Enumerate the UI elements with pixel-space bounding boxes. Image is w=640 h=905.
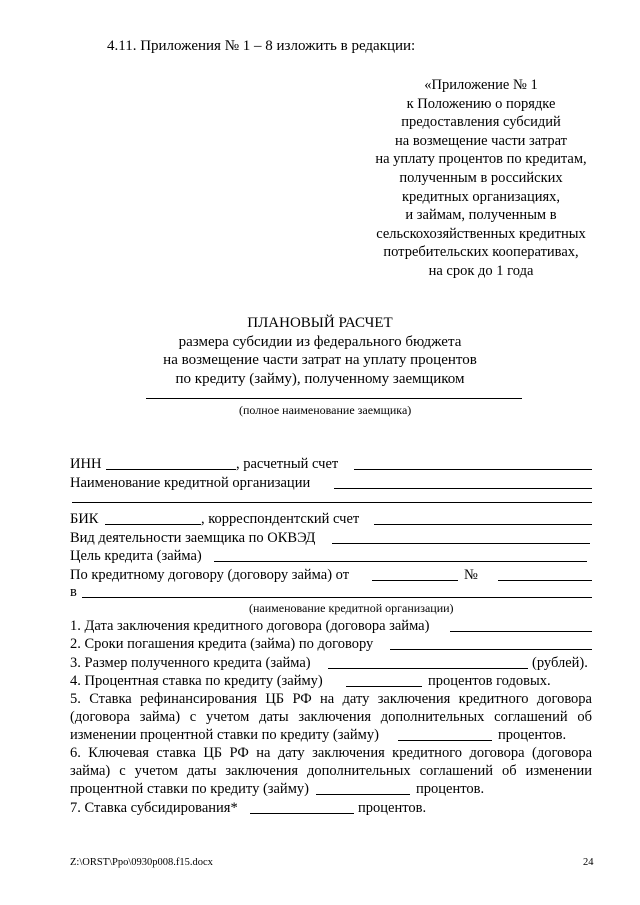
contract-date-blank[interactable] bbox=[372, 580, 458, 581]
row-contract bbox=[70, 566, 592, 584]
item-4-blank[interactable] bbox=[346, 686, 422, 687]
item-7-label: 7. Ставка субсидирования* bbox=[70, 800, 238, 816]
item-6-label: процентной ставки по кредиту (займу) bbox=[70, 781, 309, 797]
annex-line: к Положению о порядке bbox=[406, 95, 556, 112]
footer-page-number: 24 bbox=[583, 857, 594, 868]
row-inn-account bbox=[70, 455, 592, 473]
item-3-suffix: (рублей). bbox=[532, 655, 588, 671]
annex-line: «Приложение № 1 bbox=[424, 77, 538, 93]
intro-line: 4.11. Приложения № 1 – 8 изложить в редакции: bbox=[107, 38, 416, 54]
item-5-line-3 bbox=[70, 726, 592, 744]
row-credit-org bbox=[70, 474, 592, 492]
corr-account-blank[interactable] bbox=[374, 524, 592, 525]
contract-label: По кредитному договору (договору займа) от bbox=[70, 567, 350, 583]
purpose-blank[interactable] bbox=[214, 561, 587, 562]
inn-label: ИНН bbox=[70, 456, 102, 472]
bik-blank[interactable] bbox=[105, 524, 201, 525]
bik-label: БИК bbox=[70, 511, 99, 527]
row-bik bbox=[70, 510, 592, 528]
item-5-blank[interactable] bbox=[398, 740, 492, 741]
item-3-label: 3. Размер полученного кредита (займа) bbox=[70, 655, 311, 671]
item-3-blank[interactable] bbox=[328, 668, 528, 669]
title-line: по кредиту (займу), полученному заемщиком bbox=[175, 370, 465, 387]
item-5-line-2: (договора займа) с учетом даты заключения дополнительных соглашений об bbox=[70, 709, 592, 725]
credit-org-label: Наименование кредитной организации bbox=[70, 475, 311, 491]
annex-line: на срок до 1 года bbox=[428, 262, 534, 279]
in-label: в bbox=[70, 584, 77, 600]
corr-account-label: , корреспондентский счет bbox=[201, 511, 360, 527]
item-1-blank[interactable] bbox=[450, 631, 592, 632]
item-6-blank[interactable] bbox=[316, 794, 410, 795]
borrower-name-line[interactable] bbox=[146, 398, 522, 399]
item-4-suffix: процентов годовых. bbox=[428, 673, 551, 689]
item-2-blank[interactable] bbox=[390, 649, 592, 650]
purpose-label: Цель кредита (займа) bbox=[70, 548, 202, 564]
credit-org-name-blank[interactable] bbox=[82, 597, 592, 598]
annex-line: и займам, полученным в bbox=[405, 207, 557, 224]
footer-file-path: Z:\ORST\Ppo\0930p008.f15.docx bbox=[70, 857, 213, 868]
okved-label: Вид деятельности заемщика по ОКВЭД bbox=[70, 530, 316, 546]
item-6-line-2: займа) с учетом даты заключения дополнительных соглашений об изменении bbox=[70, 763, 592, 779]
account-blank[interactable] bbox=[354, 469, 592, 470]
item-6-line-1: 6. Ключевая ставка ЦБ РФ на дату заключения кредитного договора (договора bbox=[70, 745, 592, 761]
row-in bbox=[70, 583, 592, 601]
borrower-caption: (полное наименование заемщика) bbox=[239, 403, 412, 417]
row-purpose bbox=[70, 547, 592, 565]
item-7-suffix: процентов. bbox=[358, 800, 427, 816]
annex-line: на уплату процентов по кредитам, bbox=[375, 151, 587, 168]
account-label: , расчетный счет bbox=[236, 456, 339, 472]
document-title bbox=[130, 314, 510, 388]
item-5-line-1: 5. Ставка рефинансирования ЦБ РФ на дату заключения кредитного договора bbox=[70, 691, 592, 707]
item-5-suffix: процентов. bbox=[498, 727, 567, 743]
item-7 bbox=[70, 799, 592, 817]
item-1-label: 1. Дата заключения кредитного договора (договора займа) bbox=[70, 618, 430, 634]
title-line: на возмещение части затрат на уплату процентов bbox=[163, 352, 477, 368]
inn-blank[interactable] bbox=[106, 469, 236, 470]
item-4 bbox=[70, 672, 592, 690]
item-4-label: 4. Процентная ставка по кредиту (займу) bbox=[70, 673, 323, 689]
credit-org-blank-line-2[interactable] bbox=[72, 502, 592, 503]
item-5-label: изменении процентной ставки по кредиту (займу) bbox=[70, 727, 379, 743]
annex-line: на возмещение части затрат bbox=[395, 132, 567, 149]
annex-line: полученным в российских bbox=[399, 169, 563, 186]
item-7-blank[interactable] bbox=[250, 813, 354, 814]
item-6-suffix: процентов. bbox=[416, 781, 485, 797]
annex-header bbox=[352, 76, 610, 281]
annex-line: кредитных организациях, bbox=[401, 188, 561, 205]
okved-blank[interactable] bbox=[332, 543, 590, 544]
title-line: размера субсидии из федерального бюджета bbox=[178, 333, 462, 350]
credit-org-blank[interactable] bbox=[334, 488, 592, 489]
contract-number-blank[interactable] bbox=[498, 580, 592, 581]
number-sign: № bbox=[464, 567, 478, 583]
row-okved bbox=[70, 529, 592, 547]
annex-line: сельскохозяйственных кредитных bbox=[376, 225, 586, 242]
title-heading: ПЛАНОВЫЙ РАСЧЕТ bbox=[247, 315, 393, 331]
item-3 bbox=[70, 654, 592, 672]
item-2 bbox=[70, 635, 592, 653]
annex-line: предоставления субсидий bbox=[401, 114, 561, 131]
item-2-label: 2. Сроки погашения кредита (займа) по договору bbox=[70, 636, 374, 652]
credit-org-caption: (наименование кредитной организации) bbox=[249, 601, 454, 615]
item-6-line-3 bbox=[70, 780, 592, 798]
annex-line: потребительских кооперативах, bbox=[383, 244, 579, 261]
item-1 bbox=[70, 617, 592, 635]
